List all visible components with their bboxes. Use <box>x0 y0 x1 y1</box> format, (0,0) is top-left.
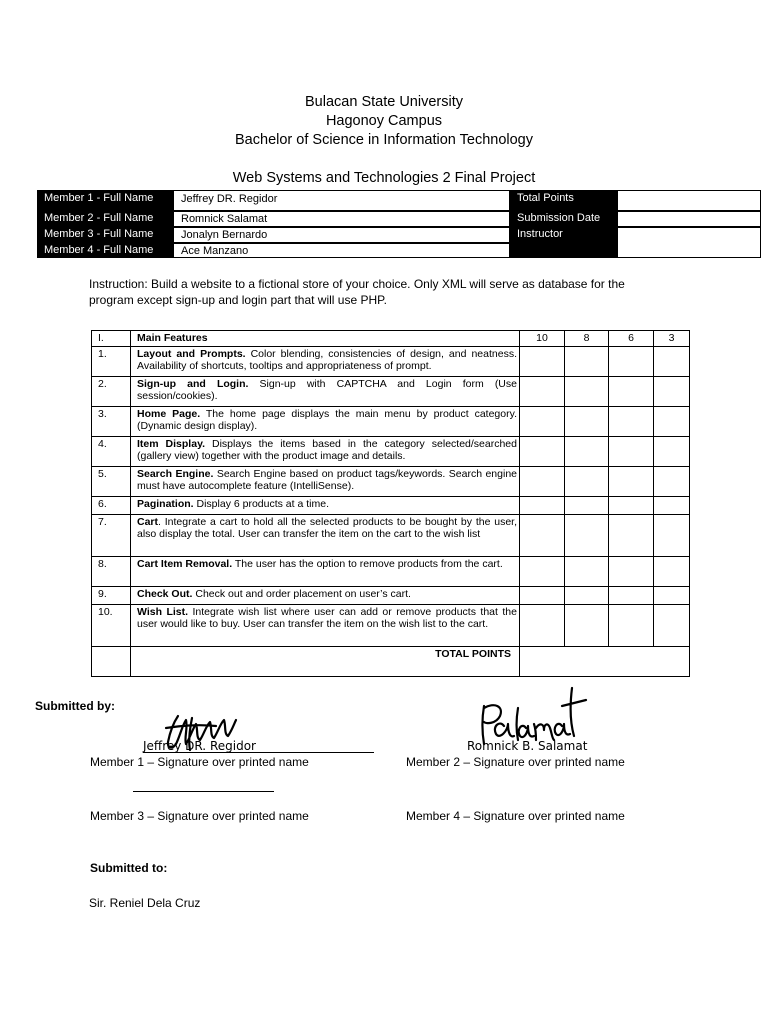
member1-label: Member 1 - Full Name <box>37 190 173 211</box>
rubric-header-row <box>92 331 690 347</box>
rubric-row-num: 8. <box>92 556 131 586</box>
score-cell <box>654 604 690 646</box>
project-title: Web Systems and Technologies 2 Final Project <box>232 170 536 186</box>
total-points-label: Total Points <box>510 190 617 211</box>
rubric-row-num: 4. <box>92 436 131 466</box>
score-cell <box>609 586 654 604</box>
score-cell <box>609 604 654 646</box>
rubric-row-desc: Item Display. Displays the items based in the category selected/searched (gallery view) together with the product image and details. <box>131 436 520 466</box>
rubric-header-num: I. <box>92 331 131 347</box>
campus-name: Hagonoy Campus <box>325 113 443 129</box>
score-cell <box>654 376 690 406</box>
total-points-cell <box>520 646 690 676</box>
rubric-header-score: 8 <box>565 331 609 347</box>
score-cell <box>609 466 654 496</box>
score-cell <box>520 406 565 436</box>
rubric-row-desc: Layout and Prompts. Color blending, consistencies of design, and neatness. Availability of shortcuts, tooltips and appropriateness of prompt. <box>131 346 520 376</box>
rubric-total-blank <box>92 646 131 676</box>
submission-date-label: Submission Date <box>510 211 617 227</box>
score-cell <box>609 514 654 556</box>
rubric-row <box>92 514 690 556</box>
score-cell <box>520 376 565 406</box>
rubric-row-num: 10. <box>92 604 131 646</box>
program-name: Bachelor of Science in Information Technology <box>235 132 533 148</box>
score-cell <box>565 496 609 514</box>
rubric-row <box>92 346 690 376</box>
score-cell <box>565 556 609 586</box>
score-cell <box>520 346 565 376</box>
rubric-row <box>92 466 690 496</box>
score-cell <box>609 556 654 586</box>
rubric-total-row <box>92 646 690 676</box>
instructor-name: Sir. Reniel Dela Cruz <box>89 896 201 910</box>
rubric-row-desc: Cart. Integrate a cart to hold all the selected products to be bought by the user, also display the total. User can transfer the item on the cart to the wish list <box>131 514 520 556</box>
score-cell <box>520 466 565 496</box>
rubric-row-desc: Sign-up and Login. Sign-up with CAPTCHA and Login form (Use session/cookies). <box>131 376 520 406</box>
rubric-row <box>92 436 690 466</box>
member4-label: Member 4 - Full Name <box>37 243 173 258</box>
member2-caption: Member 2 – Signature over printed name <box>406 755 625 769</box>
university-name: Bulacan State University <box>305 94 463 110</box>
instruction-text: Instruction: Build a website to a fictional store of your choice. Only XML will serve as database for the program except sign-up and login part that will use PHP. <box>89 277 625 307</box>
score-cell <box>520 604 565 646</box>
rubric-header-feature: Main Features <box>131 331 520 347</box>
score-cell <box>609 406 654 436</box>
member2-name: Romnick Salamat <box>173 211 510 227</box>
member1-caption: Member 1 – Signature over printed name <box>90 755 309 769</box>
rubric-header-score: 3 <box>654 331 690 347</box>
score-cell <box>520 436 565 466</box>
rubric-row <box>92 496 690 514</box>
score-cell <box>565 406 609 436</box>
rubric-row <box>92 556 690 586</box>
submitted-to-heading: Submitted to: <box>90 861 168 875</box>
score-cell <box>520 514 565 556</box>
instructor-value <box>617 227 761 258</box>
score-cell <box>565 466 609 496</box>
score-cell <box>609 496 654 514</box>
instructor-label: Instructor <box>510 227 617 258</box>
score-cell <box>654 586 690 604</box>
submission-date-value <box>617 211 761 227</box>
rubric-row-desc: Search Engine. Search Engine based on product tags/keywords. Search engine must have autocomplete feature (IntelliSense). <box>131 466 520 496</box>
member4-caption: Member 4 – Signature over printed name <box>406 809 625 823</box>
score-cell <box>565 514 609 556</box>
score-cell <box>565 376 609 406</box>
total-points-value <box>617 190 761 211</box>
rubric-row <box>92 586 690 604</box>
rubric-row-num: 9. <box>92 586 131 604</box>
rubric-row-num: 3. <box>92 406 131 436</box>
score-cell <box>520 556 565 586</box>
score-cell <box>565 346 609 376</box>
member1-signature-line <box>143 752 374 753</box>
rubric-row-desc: Cart Item Removal. The user has the option to remove products from the cart. <box>131 556 520 586</box>
member3-signature-line <box>133 791 274 792</box>
member-info-table <box>37 190 761 258</box>
score-cell <box>609 376 654 406</box>
score-cell <box>565 604 609 646</box>
rubric-row-num: 2. <box>92 376 131 406</box>
rubric-row-num: 7. <box>92 514 131 556</box>
score-cell <box>654 514 690 556</box>
score-cell <box>654 496 690 514</box>
rubric-row <box>92 406 690 436</box>
rubric-row <box>92 376 690 406</box>
member2-label: Member 2 - Full Name <box>37 211 173 227</box>
score-cell <box>565 436 609 466</box>
score-cell <box>609 436 654 466</box>
rubric-row-num: 6. <box>92 496 131 514</box>
score-cell <box>654 406 690 436</box>
rubric-header-score: 10 <box>520 331 565 347</box>
rubric-row <box>92 604 690 646</box>
member3-label: Member 3 - Full Name <box>37 227 173 243</box>
rubric-row-num: 5. <box>92 466 131 496</box>
score-cell <box>520 586 565 604</box>
member2-printed-name: Romnick B. Salamat <box>467 739 588 753</box>
score-cell <box>565 586 609 604</box>
member4-name: Ace Manzano <box>173 243 510 258</box>
member1-printed-name: Jeffrey DR. Regidor <box>143 739 256 753</box>
rubric-row-desc: Wish List. Integrate wish list where user can add or remove products that the user would like to buy. User can transfer the item on the wish list to the cart. <box>131 604 520 646</box>
member3-caption: Member 3 – Signature over printed name <box>90 809 309 823</box>
score-cell <box>609 346 654 376</box>
rubric-table <box>91 330 690 677</box>
rubric-row-desc: Check Out. Check out and order placement on user’s cart. <box>131 586 520 604</box>
member1-name: Jeffrey DR. Regidor <box>173 190 510 211</box>
score-cell <box>654 436 690 466</box>
submitted-by-heading: Submitted by: <box>35 699 115 713</box>
score-cell <box>520 496 565 514</box>
rubric-row-desc: Pagination. Display 6 products at a time. <box>131 496 520 514</box>
score-cell <box>654 466 690 496</box>
rubric-header-score: 6 <box>609 331 654 347</box>
rubric-row-desc: Home Page. The home page displays the main menu by product category. (Dynamic design display). <box>131 406 520 436</box>
rubric-row-num: 1. <box>92 346 131 376</box>
member3-name: Jonalyn Bernardo <box>173 227 510 243</box>
score-cell <box>654 346 690 376</box>
score-cell <box>654 556 690 586</box>
total-points-label: TOTAL POINTS <box>131 646 520 676</box>
